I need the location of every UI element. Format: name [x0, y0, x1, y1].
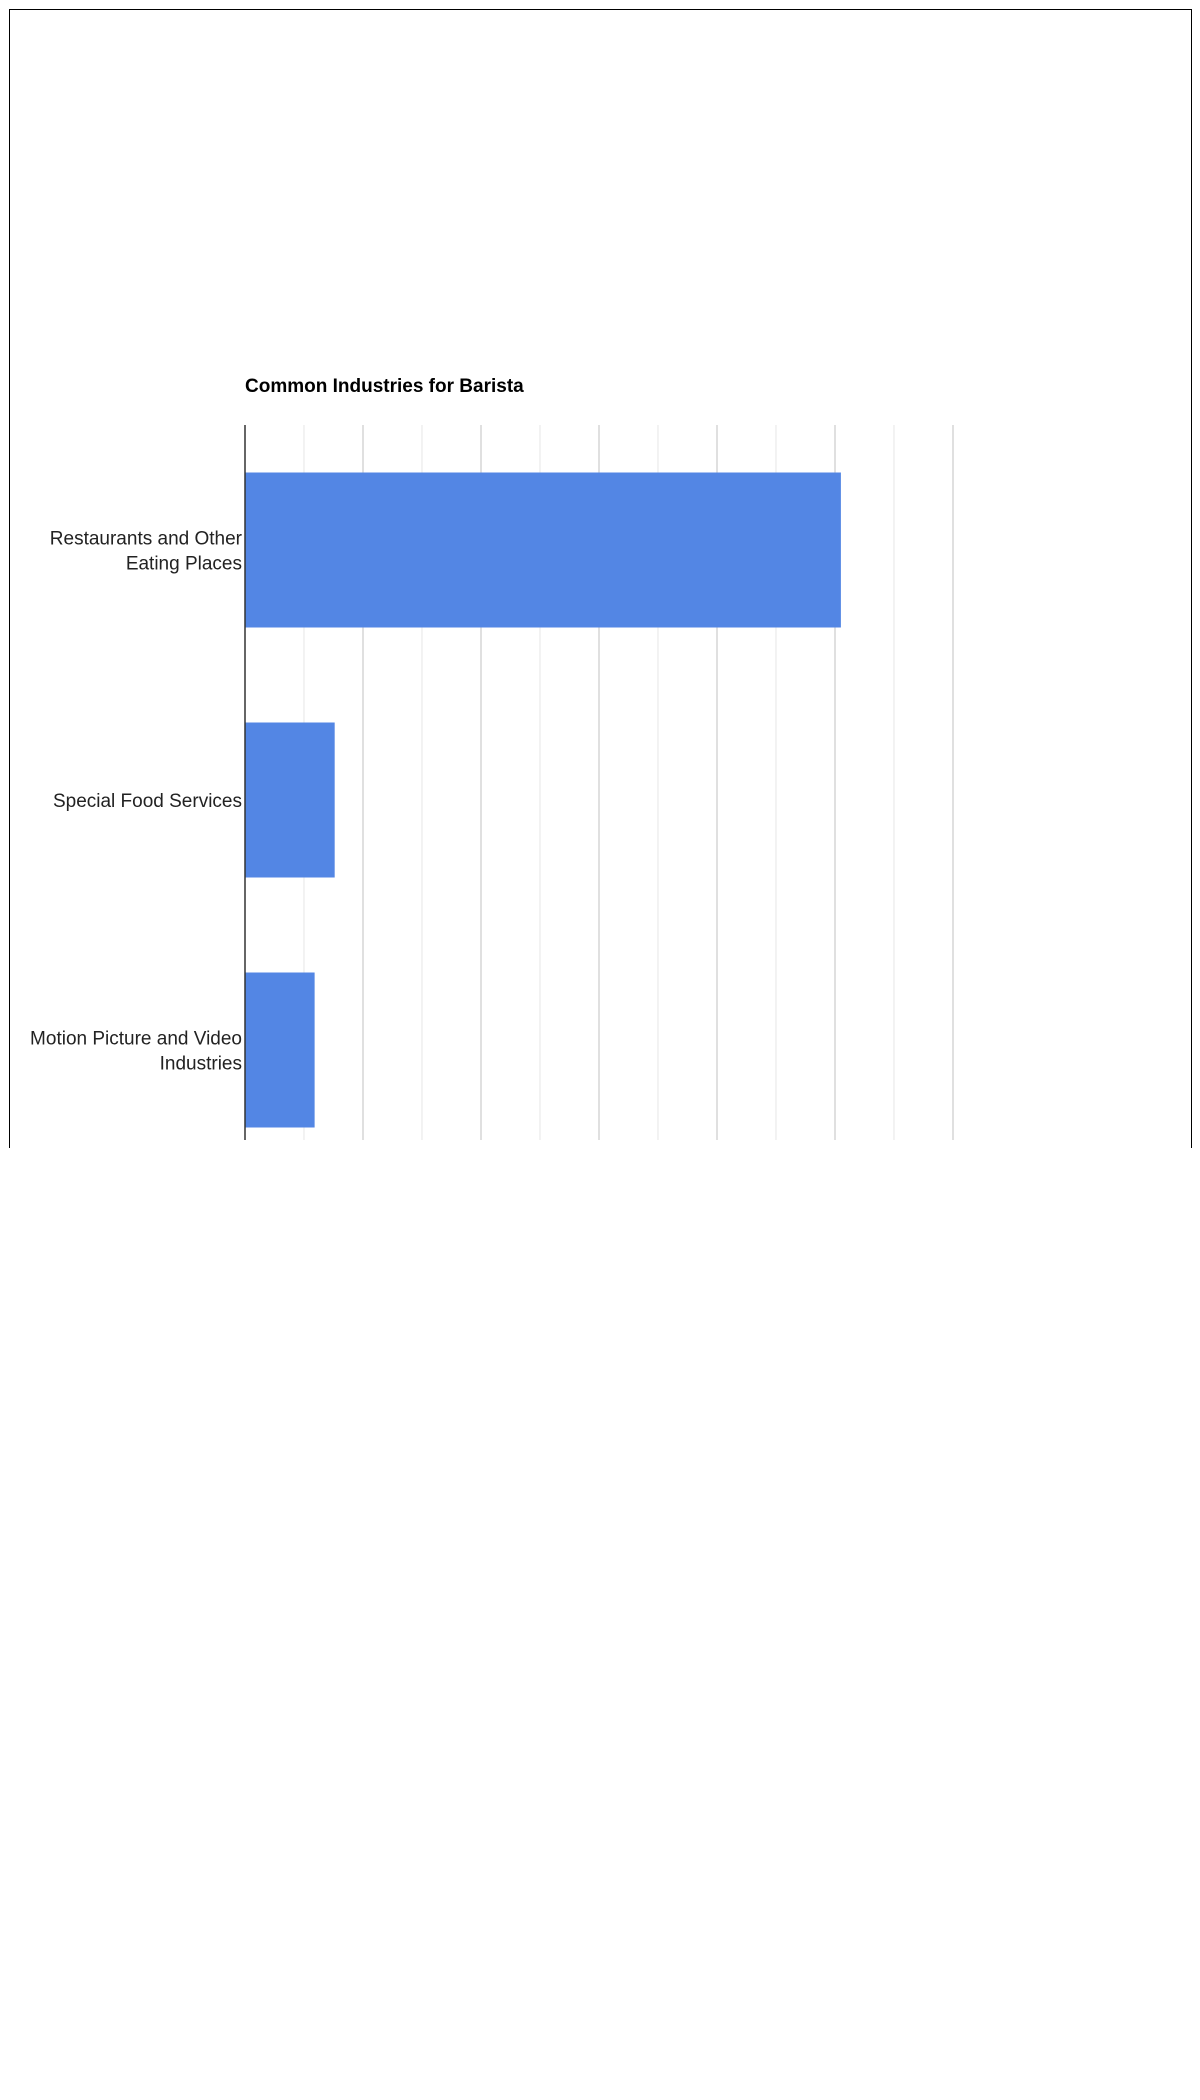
- category-labels: [30, 529, 243, 1075]
- bar: [245, 473, 841, 628]
- chart-title: Common Industries for Barista: [245, 376, 524, 397]
- category-label: Restaurants and Other Eating Places: [49, 528, 242, 575]
- category-label: Motion Picture and Video Industries: [30, 1028, 242, 1075]
- bar: [245, 973, 315, 1128]
- bars: [245, 473, 841, 1128]
- category-label: Special Food Services: [52, 791, 242, 812]
- bar: [245, 723, 335, 878]
